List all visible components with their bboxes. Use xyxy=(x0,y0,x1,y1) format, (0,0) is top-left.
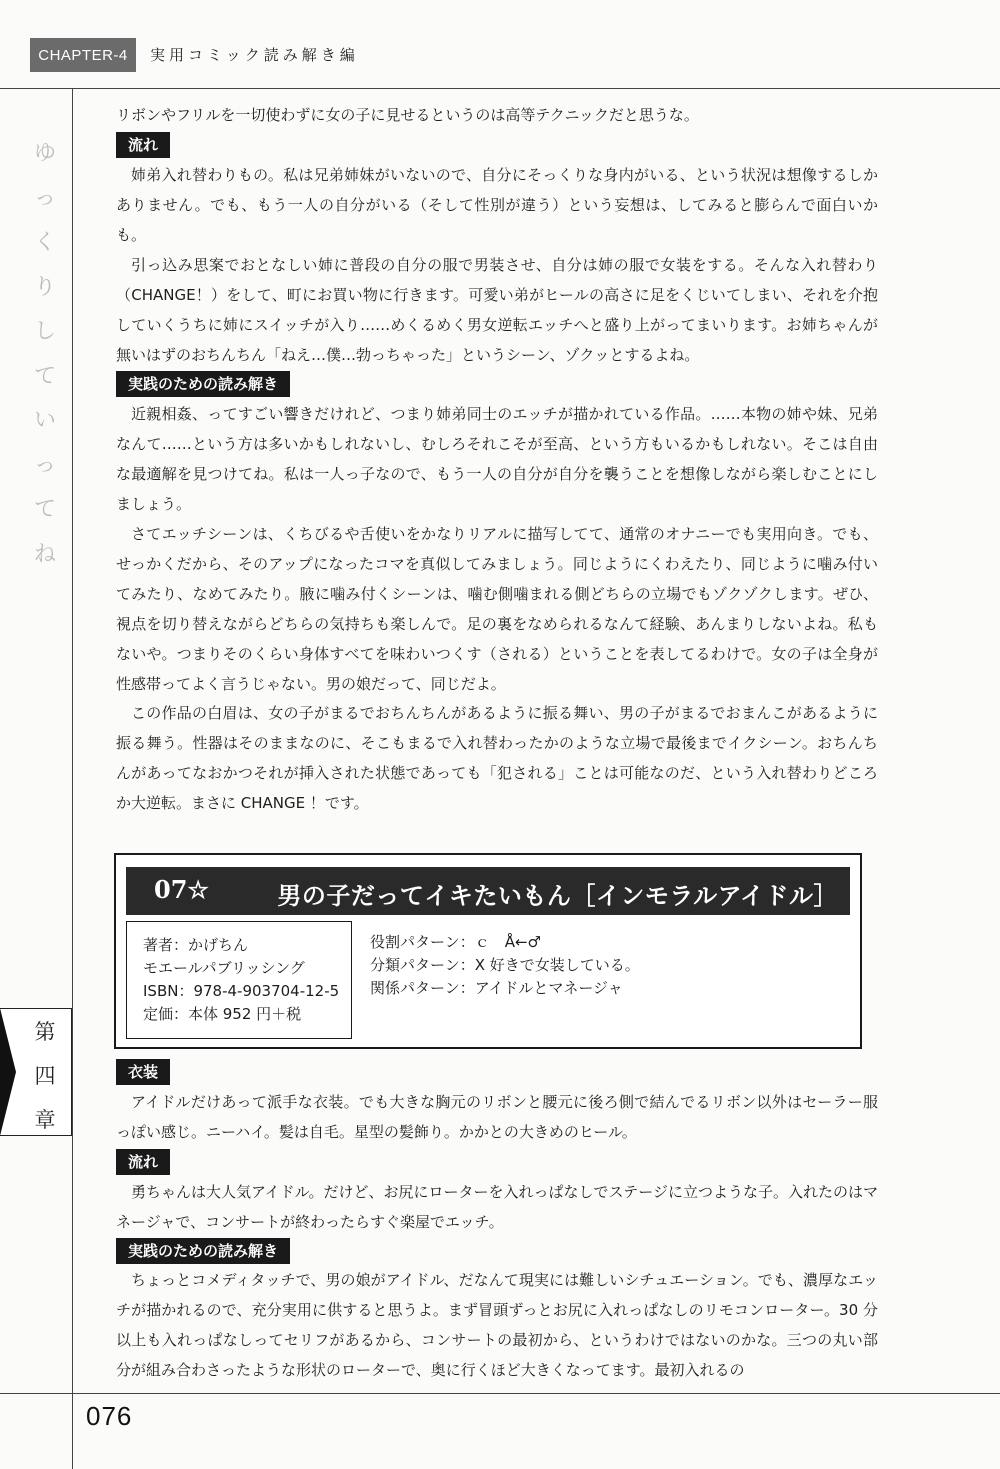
section-label-costume: 衣装 xyxy=(116,1059,170,1085)
flow-paragraph-3: 勇ちゃんは大人気アイドル。だけど、お尻にローターを入れっぱなしでステージに立つような子。入れたのはマネージャで、コンサートが終わったらすぐ楽屋でエッチ。 xyxy=(116,1183,878,1231)
chapter-tag: CHAPTER-4 xyxy=(30,38,136,72)
role-pattern: 役割パターン：ｃ Å←♂ xyxy=(370,933,541,951)
book-title: 男の子だってイキたいもん［インモラルアイドル］ xyxy=(277,881,838,910)
margin-rule xyxy=(72,88,73,1469)
book-price: 定価：本体 952 円＋税 xyxy=(143,1005,302,1023)
chapter-char: 四 xyxy=(34,1064,56,1088)
book-info-card xyxy=(114,853,862,1049)
page-number: 076 xyxy=(86,1401,133,1431)
side-char: ゆ xyxy=(33,141,56,166)
practice-paragraph-1: 近親相姦、ってすごい響きだけれど、つまり姉弟同士のエッチが描かれている作品。……本物の姉や妹、兄弟なんて……という方は多いかもしれないし、むしろそれこそが至高、という方もいるかもしれない。そこは自由な最適解を見つけてね。私は一人っ子なので、もう一人の自分が自分を襲うことを想像しながら楽しむことにしましょう。 xyxy=(116,405,878,513)
practice-paragraph-4: ちょっとコメディタッチで、男の娘がアイドル、だなんて現実には難しいシチュエーション。でも、濃厚なエッチが描かれるので、充分実用に供すると思うよ。まず冒頭ずっとお尻に入れっぱなしのリモコンローター。30 分以上も入れっぱなしってセリフがあるから、コンサートの最初から、というわけではないのかな。三つの丸い部分が組み合わさったような形状のローターで、奥に行くほど大きくなってます。最初入れるの xyxy=(116,1271,878,1379)
footer-rule xyxy=(0,1393,1000,1394)
intro-paragraph: リボンやフリルを一切使わずに女の子に見せるというのは高等テクニックだと思うな。 xyxy=(116,106,699,124)
chapter-arrow-icon xyxy=(0,1008,16,1136)
chapter-tab-label xyxy=(32,1010,58,1142)
costume-paragraph: アイドルだけあって派手な衣装。でも大きな胸元のリボンと腰元に後ろ側で結んでるリボン以外はセーラー服っぽい感じ。ニーハイ。髪は自毛。星型の髪飾り。かかとの大きめのヒール。 xyxy=(116,1093,878,1141)
book-number: 07☆ xyxy=(154,875,209,904)
book-patterns xyxy=(370,931,640,1000)
side-char: し xyxy=(33,319,56,344)
chapter-title: 実用コミック読み解き編 xyxy=(150,46,359,64)
section-label-practice: 実践のための読み解き xyxy=(116,371,290,397)
side-char: て xyxy=(33,497,56,522)
header-rule xyxy=(0,88,1000,89)
side-char: て xyxy=(33,363,56,389)
section-label-practice-2: 実践のための読み解き xyxy=(116,1238,290,1264)
side-char: ね xyxy=(33,541,56,567)
section-label-flow-2: 流れ xyxy=(116,1149,170,1175)
practice-paragraph-3: この作品の白眉は、女の子がまるでおちんちんがあるように振る舞い、男の子がまるでおまんこがあるように振る舞う。性器はそのままなのに、そこもまるで入れ替わったかのような立場で最後までイクシーン。おちんちんがあってなおかつそれが挿入された状態であっても「犯される」ことは可能なのだ、という入れ替わりどころか大逆転。まさに CHANGE ！です。 xyxy=(116,704,878,812)
flow-paragraph-2: 引っ込み思案でおとなしい姉に普段の自分の服で男装させ、自分は姉の服で女装をする。そんな入れ替わり（CHANGE！）をして、町にお買い物に行きます。可愛い弟がヒールの高さに足をくじいてしまい、それを介抱していくうちに姉にスイッチが入り……めくるめく男女逆転エッチへと盛り上がってまいります。お姉ちゃんが無いはずのおちんちん「ねえ…僕…勃っちゃった」というシーン、ゾクッとするよね。 xyxy=(116,256,878,364)
category-pattern: 分類パターン：X 好きで女装している。 xyxy=(370,956,640,974)
side-char: り xyxy=(33,274,56,300)
section-label-flow: 流れ xyxy=(116,132,170,158)
side-char: い xyxy=(33,408,56,433)
book-author: 著者：かげちん xyxy=(143,936,249,954)
relation-pattern: 関係パターン：アイドルとマネージャ xyxy=(370,979,623,997)
book-publication-info xyxy=(126,921,352,1039)
chapter-char: 章 xyxy=(34,1108,56,1132)
practice-paragraph-2: さてエッチシーンは、くちびるや舌使いをかなりリアルに描写してて、通常のオナニーでも実用向き。でも、せっかくだから、そのアップになったコマを真似してみましょう。同じようにくわえたり、同じように噛み付いてみたり、なめてみたり。腋に噛み付くシーンは、噛む側噛まれる側どちらの立場でもゾクゾクします。ぜひ、視点を切り替えながらどちらの気持ちも楽しんで。足の裏をなめられるなんて経験、あんまりしないよね。私もないや。つまりそのくらい身体すべてを味わいつくす（される）ということを表してるわけで。女の子は全身が性感帯ってよく言うじゃない。男の娘だって、同じだよ。 xyxy=(116,525,878,693)
book-publisher: モエールパブリッシング xyxy=(143,959,305,977)
flow-paragraph-1: 姉弟入れ替わりもの。私は兄弟姉妹がいないので、自分にそっくりな身内がいる、という状況は想像するしかありません。でも、もう一人の自分がいる（そして性別が違う）という妄想は、してみると膨らんで面白いかも。 xyxy=(116,166,878,244)
side-vertical-text xyxy=(30,132,60,577)
chapter-char: 第 xyxy=(34,1020,56,1044)
side-char: っ xyxy=(33,452,56,478)
book-title-bar xyxy=(126,867,850,915)
book-isbn: ISBN：978-4-903704-12-5 xyxy=(143,982,340,1000)
side-char: っ xyxy=(33,185,56,211)
side-char: く xyxy=(33,230,56,255)
